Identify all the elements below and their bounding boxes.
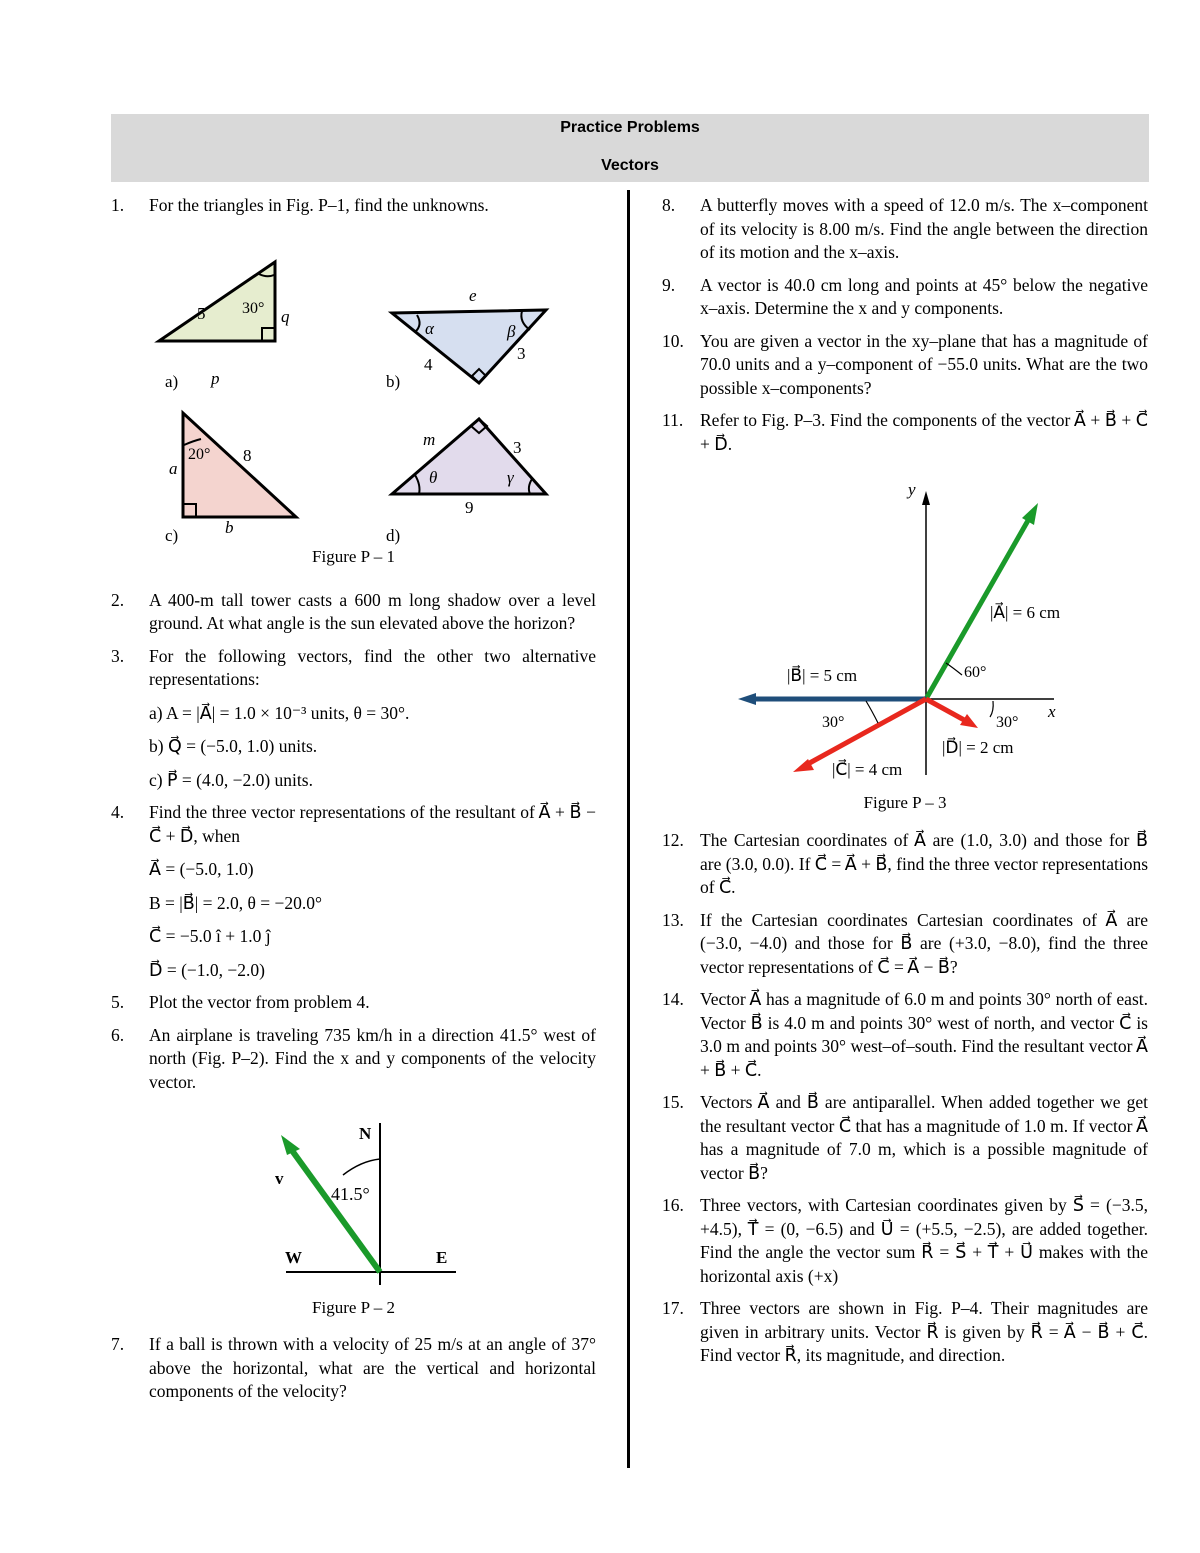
vector-b-label: |B⃗| = 5 cm <box>787 666 858 685</box>
left-column <box>111 194 596 1413</box>
velocity-label: v⃗ <box>275 1169 297 1188</box>
problem-5 <box>111 991 596 1015</box>
tri-a-label: a) <box>165 371 179 391</box>
problem-text: Find the three vector representations of the resultant of A⃗ + B⃗ − C⃗ + D⃗, when <box>149 802 596 846</box>
problem-3b: b) Q⃗ = (−5.0, 1.0) units. <box>149 736 318 756</box>
problem-number: 15. <box>662 1092 684 1112</box>
problem-14 <box>662 988 1148 1082</box>
problem-17 <box>662 1297 1148 1368</box>
problem-number: 10. <box>662 330 684 351</box>
tri-d-3: 3 <box>513 437 522 457</box>
problem-7 <box>111 1333 596 1404</box>
problem-4-d: D⃗ = (−1.0, −2.0) <box>149 959 265 980</box>
page-subtitle: Vectors <box>601 157 659 174</box>
figure-p1 <box>111 227 596 566</box>
vector-c <box>806 699 926 765</box>
tri-a-q: q <box>281 306 290 326</box>
tri-c-a: a <box>169 458 178 478</box>
tri-b-label: b) <box>386 371 401 391</box>
vector-a-label: |A⃗| = 6 cm <box>990 603 1061 622</box>
tri-d-theta: θ <box>429 467 438 487</box>
problem-number: 12. <box>662 830 684 850</box>
tri-b-3: 3 <box>517 343 526 363</box>
right-column <box>662 194 1148 1377</box>
tri-c-angle: 20° <box>188 445 211 463</box>
tri-a-angle: 30° <box>242 299 265 317</box>
problem-text: A vector is 40.0 cm long and points at 45° below the negative x–axis. Determine the x and y components. <box>700 274 1148 318</box>
problem-2 <box>111 589 596 636</box>
problem-number: 3. <box>111 645 125 666</box>
east-label: E <box>436 1248 448 1267</box>
figure-p2 <box>111 1103 596 1323</box>
west-label: W <box>285 1248 302 1267</box>
problem-number: 1. <box>111 195 125 215</box>
problem-text: Plot the vector from problem 4. <box>149 992 370 1012</box>
problem-number: 4. <box>111 802 125 822</box>
figure-p3 <box>662 465 1148 815</box>
problem-number: 5. <box>111 992 125 1012</box>
figure-p2-caption: Figure P – 2 <box>312 1298 395 1317</box>
angle-label: 41.5° <box>331 1184 370 1204</box>
problem-text: Refer to Fig. P–3. Find the components of the vector A⃗ + B⃗ + C⃗ + D⃗. <box>700 410 1148 454</box>
problem-text: If a ball is thrown with a velocity of 25 m/s at an angle of 37° above the horizontal, what are the vertical and horizontal components of the velocity? <box>149 1334 596 1401</box>
figure-p3-caption: Figure P – 3 <box>863 793 947 812</box>
problem-3c: c) P⃗ = (4.0, −2.0) units. <box>149 769 313 790</box>
airplane-velocity-figure <box>111 1103 596 1293</box>
tri-c-8: 8 <box>243 445 252 465</box>
problem-9 <box>662 274 1148 321</box>
figure-p1-caption: Figure P – 1 <box>312 546 395 566</box>
angle-30-left-label: 30° <box>822 714 845 731</box>
problem-4-b: B = |B⃗| = 2.0, θ = −20.0° <box>149 892 323 913</box>
problem-text: The Cartesian coordinates of A⃗ are (1.0, 3.0) and those for B⃗ are (3.0, 0.0). If C⃗ = A⃗ + B⃗, find the three vector representations of C⃗. <box>700 830 1148 897</box>
problem-number: 8. <box>662 195 676 215</box>
problem-text: For the following vectors, find the other two alternative representations: <box>149 645 596 689</box>
problem-text: An airplane is traveling 735 km/h in a direction 41.5° west of north (Fig. P–2). Find the x and y components of the velocity vector. <box>149 1024 596 1092</box>
problem-10 <box>662 330 1148 401</box>
problem-13 <box>662 909 1148 980</box>
page-title: Practice Problems <box>560 119 700 136</box>
triangle-d <box>392 419 546 494</box>
problem-3a: a) A = |A⃗| = 1.0 × 10⁻³ units, θ = 30°. <box>149 702 410 723</box>
problem-15 <box>662 1091 1148 1185</box>
tri-d-9: 9 <box>465 497 474 517</box>
problem-number: 7. <box>111 1334 125 1354</box>
problem-12 <box>662 829 1148 900</box>
problem-number: 16. <box>662 1195 684 1215</box>
problem-3 <box>111 645 596 793</box>
problem-1 <box>111 194 596 218</box>
problem-number: 11. <box>662 410 684 430</box>
problem-text: For the triangles in Fig. P–1, find the unknowns. <box>149 195 489 215</box>
angle-60-label: 60° <box>964 664 987 681</box>
problem-16 <box>662 1194 1148 1288</box>
tri-b-4: 4 <box>424 354 433 374</box>
problem-number: 6. <box>111 1024 125 1045</box>
tri-c-label: c) <box>165 525 179 545</box>
problem-text: A 400-m tall tower casts a 600 m long shadow over a level ground. At what angle is the sun elevated above the horizon? <box>149 589 596 633</box>
vector-c-label: |C⃗| = 4 cm <box>832 760 903 779</box>
triangles-figure <box>111 227 596 545</box>
tri-b-e: e <box>469 285 477 305</box>
problem-text: Vector A⃗ has a magnitude of 6.0 m and points 30° north of east. Vector B⃗ is 4.0 m and points 30° west of north, and vector C⃗ is 3.0 m and points 30° west–of–south. Find the resultant vector A⃗ + B⃗ + C⃗. <box>700 989 1148 1080</box>
problem-8 <box>662 194 1148 265</box>
tri-d-label: d) <box>386 525 401 545</box>
vector-components-figure <box>662 465 1148 785</box>
problem-11 <box>662 409 1148 456</box>
tri-d-gamma: γ <box>507 467 514 487</box>
column-divider <box>627 190 630 1468</box>
tri-b-alpha: α <box>425 318 434 338</box>
vector-d <box>926 699 966 721</box>
problem-text: Vectors A⃗ and B⃗ are antiparallel. When added together we get the resultant vector C⃗ that has a magnitude of 1.0 m. If vector A⃗ has a magnitude of 7.0 m, which is a possible magnitude of vector B⃗? <box>700 1092 1148 1183</box>
x-label: x <box>1048 702 1056 721</box>
problem-6 <box>111 1024 596 1095</box>
page-header <box>111 114 1149 182</box>
problem-number: 13. <box>662 909 684 930</box>
tri-a-p: p <box>211 368 220 388</box>
problem-number: 9. <box>662 274 676 295</box>
vector-d-label: |D⃗| = 2 cm <box>942 738 1014 757</box>
tri-d-m: m <box>423 429 436 449</box>
problem-text: You are given a vector in the xy–plane that has a magnitude of 70.0 units and a y–component of −55.0 units. What are the two possible x–components? <box>700 330 1148 398</box>
north-label: N <box>359 1124 372 1143</box>
problem-text: Three vectors, with Cartesian coordinates given by S⃗ = (−3.5, +4.5), T⃗ = (0, −6.5) and U⃗ = (+5.5, −2.5), are added together. Find the angle the vector sum R⃗ = S⃗ + T⃗ + U⃗ makes with the horizontal axis (+x) <box>700 1195 1148 1286</box>
triangle-c <box>183 413 296 517</box>
problem-number: 2. <box>111 589 125 610</box>
angle-30-right-label: 30° <box>996 714 1019 731</box>
tri-a-hyp: 5 <box>197 303 206 323</box>
problem-number: 14. <box>662 989 684 1009</box>
problem-text: A butterfly moves with a speed of 12.0 m/s. The x–component of its velocity is 8.00 m/s. Find the angle between the direction of its motion and the x–axis. <box>700 195 1148 262</box>
problem-4-c: C⃗ = −5.0 î + 1.0 ĵ <box>149 926 271 946</box>
problem-text: If the Cartesian coordinates Cartesian coordinates of A⃗ are (−3.0, −4.0) and those for B⃗ are (+3.0, −8.0), find the three vector representations of C⃗ = A⃗ − B⃗? <box>700 909 1148 977</box>
tri-c-b: b <box>225 517 234 537</box>
problem-text: Three vectors are shown in Fig. P–4. Their magnitudes are given in arbitrary units. Vector R⃗ is given by R⃗ = A⃗ − B⃗ + C⃗. Find vector R⃗, its magnitude, and direction. <box>700 1298 1148 1365</box>
tri-b-beta: β <box>507 321 516 341</box>
problem-4 <box>111 801 596 982</box>
problem-4-a: A⃗ = (−5.0, 1.0) <box>149 859 254 879</box>
problem-number: 17. <box>662 1298 684 1318</box>
y-label: y <box>908 480 916 499</box>
